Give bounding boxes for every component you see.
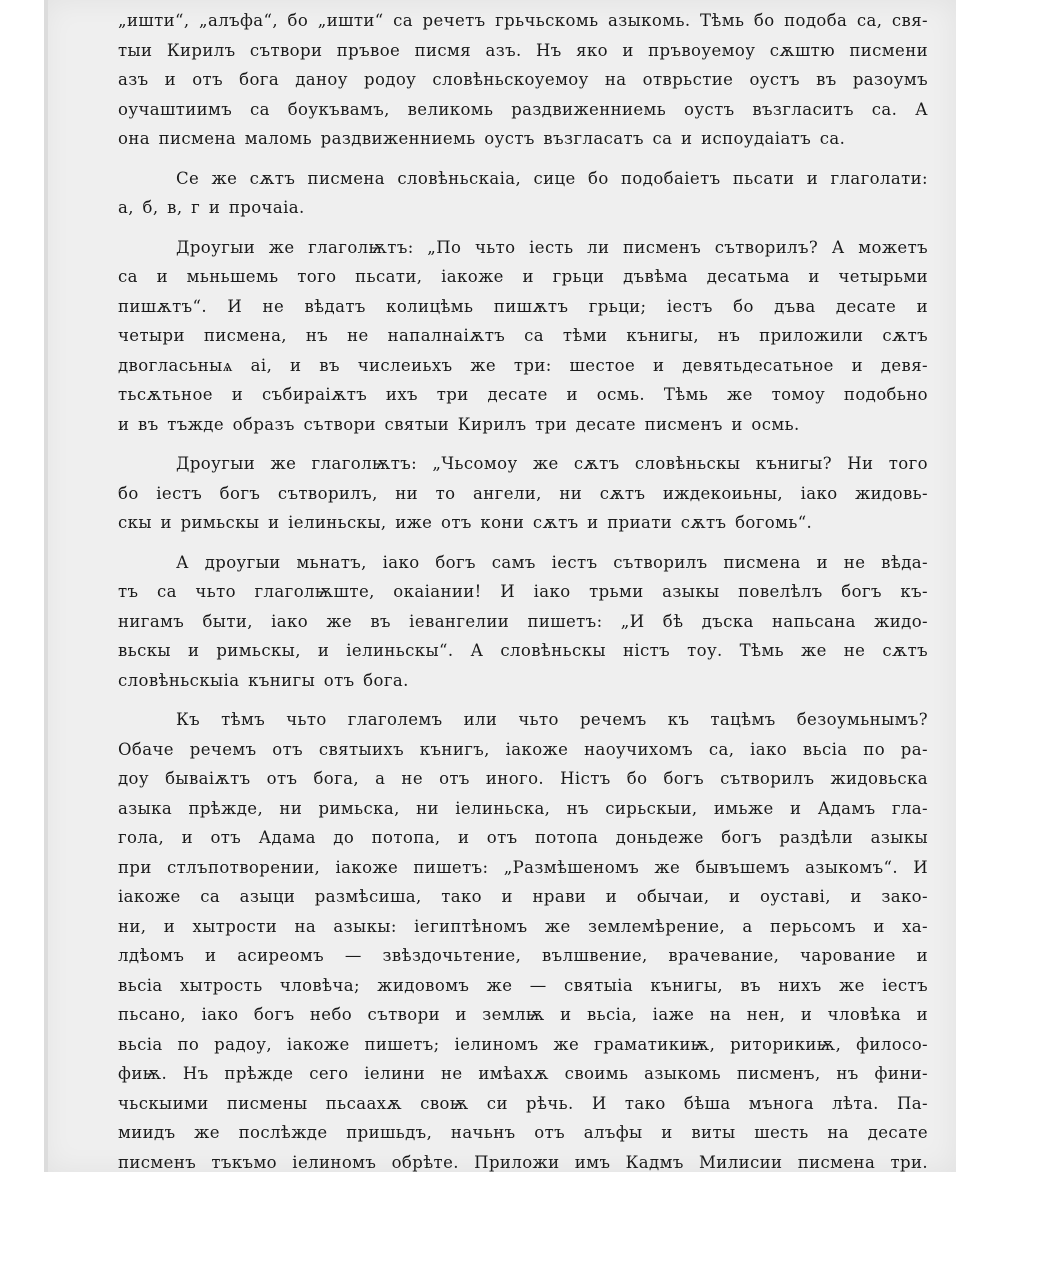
text-line: двогласьныѧ аі, и въ числеиьхъ же три: шестое и девятьдесатьное и девя- bbox=[118, 355, 928, 375]
text-line: пишѫтъ“. И не вѣдатъ колицѣмь пишѫтъ грьци; іестъ бо дъва десате и bbox=[118, 296, 928, 316]
text-line: доу бываіѫтъ отъ бога, а не отъ иного. Ністъ бо богъ сътворилъ жидовьска bbox=[118, 769, 928, 788]
text-line: тыи Кирилъ сътвори пръвое писмя азъ. Нъ яко и пръвоуемоу сѫштю писмени bbox=[118, 40, 928, 60]
text-line: А дроугыи мьнатъ, іако богъ самъ іестъ сътворилъ писмена и не вѣда- bbox=[176, 552, 928, 572]
text-line: Обаче речемъ отъ святыихъ кънигъ, іакоже наоучихомъ са, іако вьсіа по ра- bbox=[118, 739, 928, 759]
text-line: четыри писмена, нъ не напалнаіѫтъ са тѣми кънигы, нъ приложили сѫтъ bbox=[118, 326, 928, 345]
text-line: лдѣомъ и асиреомъ — звѣздочьтение, вълшвение, врачевание, чарование и bbox=[118, 946, 928, 965]
text-line: нигамъ быти, іако же въ іевангелии пишетъ: „И бѣ дъска напьсана жидо- bbox=[118, 611, 928, 631]
text-line: іакоже са азыци размѣсиша, тако и нрави и обычаи, и оуставі, и зако- bbox=[118, 887, 928, 906]
text-line: фиѭ. Нъ прѣжде сего іелини не имѣахѫ своимь азыкомь писменъ, нъ фини- bbox=[118, 1064, 928, 1083]
text-line: оучаштиимъ са боукъвамъ, великомь раздвиженниемь оустъ възгласитъ са. А bbox=[118, 99, 928, 119]
text-line: тъ са чьто глаголѭште, окаіании! И іако трьми азыкы повелѣлъ богъ къ- bbox=[118, 582, 928, 601]
text-line: гола, и отъ Адама до потопа, и отъ потопа доньдеже богъ раздѣли азыкы bbox=[118, 828, 928, 847]
text-line: Се же сѫтъ писмена словѣньскаіа, сице бо подобаіетъ пьсати и глаголати: bbox=[176, 168, 928, 188]
text-line: бо іестъ богъ сътворилъ, ни то ангели, ни сѫтъ иждекоиьны, іако жидовь- bbox=[118, 483, 928, 503]
text-line: вьсіа хытрость чловѣча; жидовомъ же — святыіа кънигы, въ нихъ же іестъ bbox=[118, 975, 928, 995]
text-line: азыка прѣжде, ни римьска, ни іелиньска, нъ сирьскыи, имьже и Адамъ гла- bbox=[118, 798, 928, 818]
text-line: Къ тѣмъ чьто глаголемъ или чьто речемъ къ тацѣмъ безоумьнымъ? bbox=[176, 710, 928, 729]
text-line: са и мьньшемь того пьсати, іакоже и грьци дъвѣма десатьма и четырьми bbox=[118, 267, 928, 286]
text-line: а, б, в, г и прочаіа. bbox=[118, 198, 305, 217]
text-line: „ишти“, „алъфа“, бо „ишти“ са речетъ грьчьскомь азыкомь. Тѣмь бо подоба са, свя- bbox=[118, 11, 928, 30]
text-line: Дроугыи же глаголѭтъ: „По чьто іесть ли писменъ сътворилъ? А можетъ bbox=[176, 237, 928, 257]
text-line: словѣньскыіа кънигы отъ бога. bbox=[118, 670, 409, 690]
text-line: скы и римьскы и іелиньскы, иже отъ кони сѫтъ и приати сѫтъ богомь“. bbox=[118, 513, 813, 532]
text-line: чьскыими писмены пьсаахѫ своѭ си рѣчь. И тако бѣша мънога лѣта. Па- bbox=[118, 1093, 928, 1113]
text-line: и въ тъжде образъ сътвори святыи Кирилъ три десате писменъ и осмь. bbox=[118, 414, 800, 434]
document-text bbox=[118, 6, 928, 1177]
text-line: Дроугыи же глаголѭтъ: „Чьсомоу же сѫтъ словѣньскы кънигы? Ни того bbox=[176, 454, 928, 473]
text-line: тьсѫтьное и събираіѫтъ ихъ три десате и осмь. Тѣмь же томоу подобьно bbox=[118, 385, 928, 404]
text-line: вьскы и римьскы, и іелиньскы“. А словѣньскы ністъ тоу. Тѣмь же не сѫтъ bbox=[118, 641, 928, 660]
text-line: ни, и хытрости на азыкы: іегиптѣномъ же землемѣрение, а перьсомъ и ха- bbox=[118, 916, 928, 936]
text-line: при стлъпотворении, іакоже пишетъ: „Размѣшеномъ же бывъшемъ азыкомъ“. И bbox=[118, 857, 928, 877]
text-line: писменъ тъкъмо іелиномъ обрѣте. Приложи имъ Кадмъ Милисии писмена три. bbox=[118, 1152, 928, 1172]
text-line: вьсіа по радоу, іакоже пишетъ; іелиномъ же граматикиѭ, риторикиѭ, филосо- bbox=[118, 1034, 928, 1054]
text-line: азъ и отъ бога даноу родоу словѣньскоуемоу на отврьстие оустъ въ разоумъ bbox=[118, 70, 928, 89]
text-line: пьсано, іако богъ небо сътвори и землѭ и вьсіа, іаже на нен, и чловѣка и bbox=[118, 1005, 928, 1024]
text-line: она писмена маломь раздвиженниемь оустъ възгласатъ са и испоудаіатъ са. bbox=[118, 129, 846, 148]
text-line: миидъ же послѣжде пришьдъ, начьнъ отъ алъфы и виты шесть на десате bbox=[118, 1123, 928, 1142]
page-edge bbox=[44, 0, 48, 1172]
